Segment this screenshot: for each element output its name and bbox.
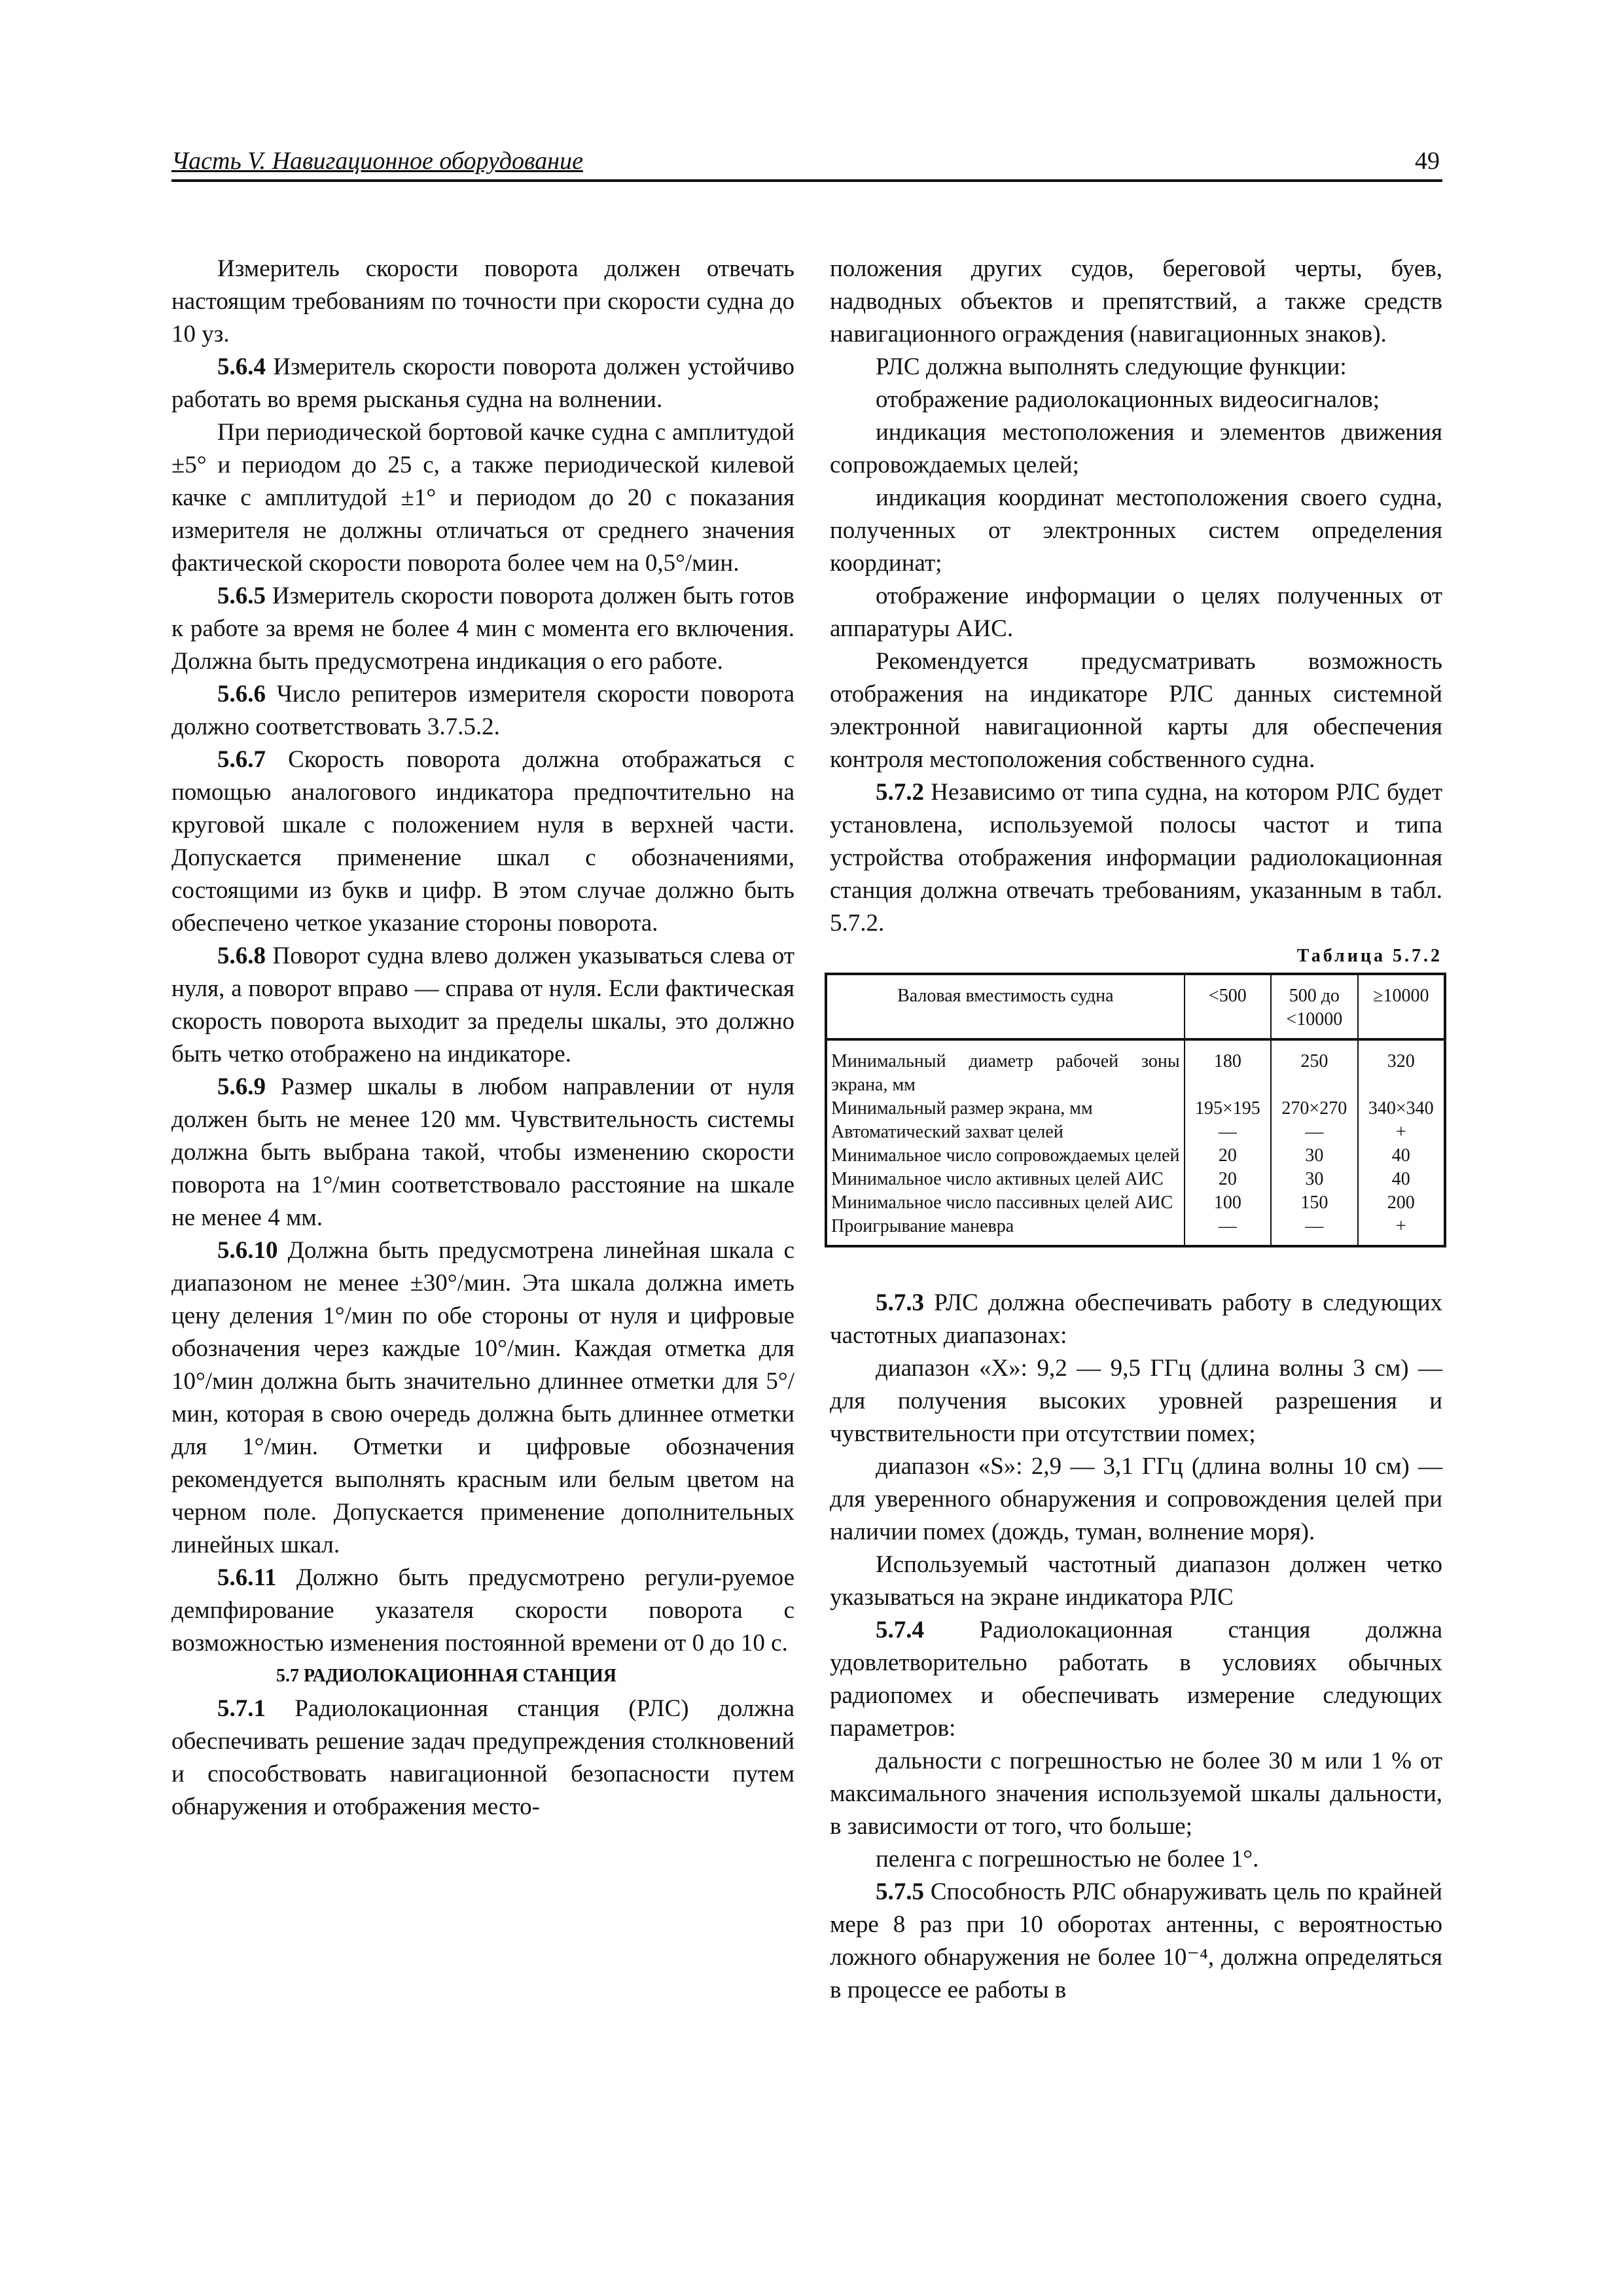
paragraph	[171, 940, 794, 1071]
parameter-cell: Минимальный размер экрана, мм	[826, 1097, 1185, 1121]
clause-number: 5.6.11	[217, 1564, 277, 1591]
value-cell: 100	[1185, 1191, 1271, 1215]
paragraph	[830, 580, 1442, 645]
right-paragraphs-top	[830, 253, 1442, 940]
paragraph-text: положения других судов, береговой черты, буев, надводных объектов и препятствий, а также средств навигационного ограждения (навигационных знаков).	[830, 255, 1442, 348]
paragraph	[830, 1287, 1442, 1352]
clause-number: 5.6.7	[217, 746, 266, 773]
value-cell: 30	[1271, 1168, 1357, 1191]
value-cell: 150	[1271, 1191, 1357, 1215]
page-number: 49	[1415, 147, 1440, 175]
table-row	[826, 1039, 1445, 1097]
paragraph-text: Скорость поворота должна отображаться с помощью аналогового индикатора предпочтительно на круговой шкале с положением нуля в верхней части. Допускается применение шкал с обозначениями, состоящими из букв и цифр. В этом случае должно быть обеспечено четкое указание стороны поворота.	[171, 746, 794, 937]
paragraph-text: Поворот судна влево должен указываться слева от нуля, а поворот вправо — справа от нуля. Если фактическая скорость поворота выходит за пределы шкалы, это должно быть четко отображено на индикаторе.	[171, 942, 794, 1067]
value-cell: 340×340	[1358, 1097, 1445, 1121]
paragraph	[171, 253, 794, 351]
paragraph	[830, 1614, 1442, 1745]
parameter-cell: Автоматический захват целей	[826, 1121, 1185, 1144]
value-cell: 40	[1358, 1168, 1445, 1191]
clause-number: 5.6.6	[217, 681, 266, 708]
paragraph	[830, 1843, 1442, 1876]
paragraph	[830, 351, 1442, 384]
clause-number: 5.7.2	[876, 779, 924, 806]
table-body	[826, 1039, 1445, 1246]
paragraph-text: отображение информации о целях полученных от аппаратуры АИС.	[830, 583, 1442, 642]
radar-requirements-table	[825, 973, 1446, 1247]
paragraph-text: Независимо от типа судна, на котором РЛС будет установлена, используемой полосы частот и типа устройства отображения информации радиолокационная станция должна отвечать требованиям, указанным в табл. 5.7.2.	[830, 779, 1442, 937]
running-title: Часть V. Навигационное оборудование	[171, 147, 583, 175]
value-cell: 30	[1271, 1144, 1357, 1168]
paragraph-text: При периодической бортовой качке судна с амплитудой ±5° и периодом до 25 с, а также периодической килевой качке с амплитудой ±1° и периодом до 20 с показания измерителя не должны отличаться от среднего значения фактической скорости поворота более чем на 0,5°/мин.	[171, 419, 794, 577]
clause-number: 5.6.5	[217, 583, 266, 609]
value-cell: 250	[1271, 1039, 1357, 1097]
value-cell: +	[1358, 1121, 1445, 1144]
paragraph-text: Должна быть предусмотрена линейная шкала с диапазоном не менее ±30°/мин. Эта шкала должна иметь цену деления 1°/мин по обе стороны от нуля и цифровые обозначения через каждые 10°/мин. Каждая отметка для 10°/мин должна быть значительно длиннее отметки для 5°/мин, которая в свою очередь должна быть длиннее отметки для 1°/мин. Отметки и цифровые обозначения рекомендуется выполнять красным или белым цветом на черном поле. Допускается применение дополнительных линейных шкал.	[171, 1237, 794, 1558]
paragraph-text: Радиолокационная станция должна удовлетворительно работать в условиях обычных радиопомех и обеспечивать измерение следующих параметров:	[830, 1617, 1442, 1742]
paragraph-text: отображение радиолокационных видеосигналов;	[876, 386, 1380, 413]
paragraph-text: РЛС должна выполнять следующие функции:	[876, 353, 1347, 380]
paragraph	[830, 482, 1442, 580]
paragraph	[171, 678, 794, 744]
paragraph	[830, 1450, 1442, 1549]
parameter-cell: Минимальное число сопровождаемых целей	[826, 1144, 1185, 1168]
section-heading: 5.7 РАДИОЛОКАЦИОННАЯ СТАНЦИЯ	[276, 1666, 616, 1686]
table-row	[826, 1168, 1445, 1191]
paragraph	[830, 1549, 1442, 1614]
paragraph	[171, 416, 794, 580]
clause-number: 5.7.3	[876, 1289, 924, 1316]
right-column	[830, 253, 1442, 2007]
value-cell: 40	[1358, 1144, 1445, 1168]
clause-number: 5.6.8	[217, 942, 266, 969]
header-cell: ≥10000	[1358, 974, 1445, 1039]
value-cell: 20	[1185, 1168, 1271, 1191]
paragraph-text: Радиолокационная станция (РЛС) должна обеспечивать решение задач предупреждения столкновений и способствовать навигационной безопасности путем обнаружения и отображения место-	[171, 1695, 794, 1820]
paragraph-text: диапазон «S»: 2,9 — 3,1 ГГц (длина волны 10 см) — для уверенного обнаружения и сопровождения целей при наличии помех (дождь, туман, волнение моря).	[830, 1453, 1442, 1545]
paragraph	[171, 744, 794, 940]
paragraph-text: дальности с погрешностью не более 30 м или 1 % от максимального значения используемой шкалы дальности, в зависимости от того, что больше;	[830, 1748, 1442, 1840]
clause-number: 5.7.5	[876, 1878, 924, 1905]
paragraph-text: Способность РЛС обнаруживать цель по крайней мере 8 раз при 10 оборотах антенны, с вероятностью ложного обнаружения не более 10⁻⁴, должна определяться в процессе ее работы в	[830, 1878, 1442, 2003]
paragraph	[171, 1562, 794, 1660]
paragraph	[830, 253, 1442, 351]
right-paragraphs-bottom	[830, 1287, 1442, 2007]
paragraph	[171, 351, 794, 416]
paragraph-5-7-1	[171, 1693, 794, 1823]
table-row	[826, 1121, 1445, 1144]
paragraph-text: Число репитеров измерителя скорости поворота должно соответствовать 3.7.5.2.	[171, 681, 794, 740]
table-row	[826, 1215, 1445, 1246]
header-cell: <500	[1185, 974, 1271, 1039]
table-header-row	[826, 974, 1445, 1039]
parameter-cell: Проигрывание маневра	[826, 1215, 1185, 1246]
clause-number: 5.6.9	[217, 1073, 266, 1100]
paragraph-text: Размер шкалы в любом направлении от нуля должен быть не менее 120 мм. Чувствительность системы должна быть выбрана такой, чтобы изменению скорости поворота на 1°/мин соответствовало расстояние на шкале не менее 4 мм.	[171, 1073, 794, 1231]
page-header	[171, 143, 1442, 182]
header-cell: Валовая вместимость судна	[826, 974, 1185, 1039]
left-column	[171, 253, 794, 1823]
paragraph	[830, 1352, 1442, 1450]
value-cell: 20	[1185, 1144, 1271, 1168]
paragraph-text: диапазон «X»: 9,2 — 9,5 ГГц (длина волны 3 см) — для получения высоких уровней разрешения и чувствительности при отсутствии помех;	[830, 1355, 1442, 1447]
paragraph-text: Измеритель скорости поворота должен устойчиво работать во время рысканья судна на волнении.	[171, 353, 794, 413]
paragraph	[830, 776, 1442, 940]
parameter-cell: Минимальное число активных целей АИС	[826, 1168, 1185, 1191]
header-cell: 500 до <10000	[1271, 974, 1357, 1039]
paragraph	[171, 1234, 794, 1562]
clause-number: 5.7.1	[217, 1695, 266, 1722]
value-cell: —	[1271, 1121, 1357, 1144]
value-cell: —	[1185, 1121, 1271, 1144]
paragraph	[830, 1876, 1442, 2007]
clause-number: 5.6.10	[217, 1237, 278, 1264]
table-row	[826, 1144, 1445, 1168]
paragraph-text: Измеритель скорости поворота должен отвечать настоящим требованиям по точности при скорости судна до 10 уз.	[171, 255, 794, 348]
paragraph-text: Рекомендуется предусматривать возможность отображения на индикаторе РЛС данных системной электронной навигационной карты для обеспечения контроля местоположения собственного судна.	[830, 648, 1442, 773]
value-cell: 270×270	[1271, 1097, 1357, 1121]
paragraph	[171, 580, 794, 678]
paragraph-text: индикация координат местоположения своего судна, полученных от электронных систем определения координат;	[830, 484, 1442, 577]
parameter-cell: Минимальное число пассивных целей АИС	[826, 1191, 1185, 1215]
value-cell: —	[1185, 1215, 1271, 1246]
table-caption: Таблица 5.7.2	[1296, 946, 1442, 966]
value-cell: 200	[1358, 1191, 1445, 1215]
paragraph	[830, 645, 1442, 776]
paragraph-text: пеленга с погрешностью не более 1°.	[876, 1846, 1259, 1873]
paragraph	[830, 384, 1442, 416]
clause-number: 5.7.4	[876, 1617, 924, 1643]
value-cell: 320	[1358, 1039, 1445, 1097]
parameter-cell: Минимальный диаметр рабочей зоны экрана, мм	[826, 1039, 1185, 1097]
value-cell: 180	[1185, 1039, 1271, 1097]
paragraph-text: РЛС должна обеспечивать работу в следующих частотных диапазонах:	[830, 1289, 1442, 1349]
left-paragraphs	[171, 253, 794, 1660]
paragraph-text: Должно быть предусмотрено регули-руемое демпфирование указателя скорости поворота с возможностью изменения постоянной времени от 0 до 10 с.	[171, 1564, 794, 1657]
paragraph-text: индикация местоположения и элементов движения сопровождаемых целей;	[830, 419, 1442, 478]
clause-number: 5.6.4	[217, 353, 266, 380]
paragraph	[830, 1745, 1442, 1843]
paragraph-text: Используемый частотный диапазон должен четко указываться на экране индикатора РЛС	[830, 1551, 1442, 1611]
value-cell: +	[1358, 1215, 1445, 1246]
value-cell: 195×195	[1185, 1097, 1271, 1121]
table-row	[826, 1097, 1445, 1121]
table-row	[826, 1191, 1445, 1215]
value-cell: —	[1271, 1215, 1357, 1246]
paragraph	[171, 1071, 794, 1234]
paragraph-text: Измеритель скорости поворота должен быть готов к работе за время не более 4 мин с момента его включения. Должна быть предусмотрена индикация о его работе.	[171, 583, 794, 675]
paragraph	[830, 416, 1442, 482]
